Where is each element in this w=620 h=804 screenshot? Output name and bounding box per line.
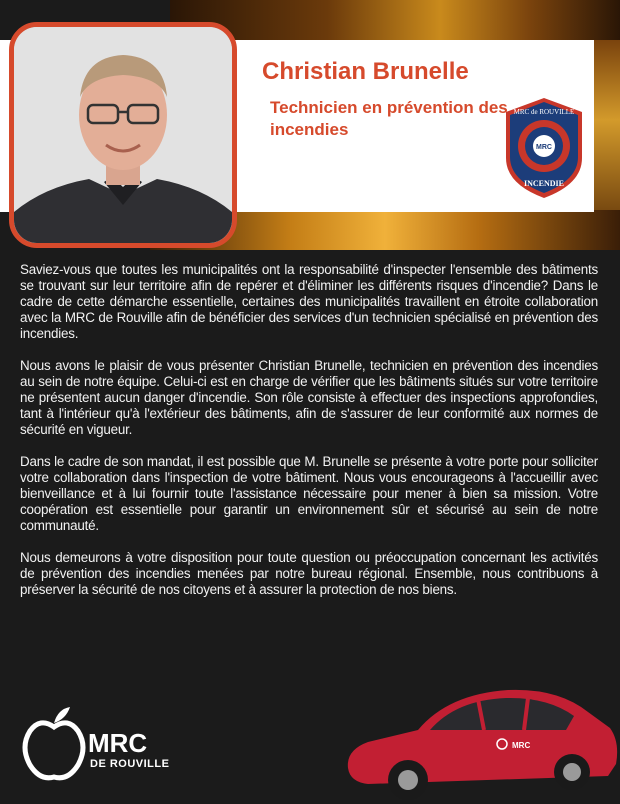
fire-department-badge-icon <box>504 96 584 200</box>
logo-main-text: MRC <box>88 728 148 758</box>
car-icon <box>338 672 620 804</box>
car-logo-text: MRC <box>512 741 531 750</box>
badge-top-text: MRC de ROUVILLE <box>513 108 575 116</box>
paragraph: Dans le cadre de son mandat, il est possible que M. Brunelle se présente à votre porte pour solliciter votre collaboration dans l'inspection de votre bâtiment. Nous vous encourageons à l'accueillir avec bienveillance et à lui fournir toute l'assistance nécessaire pour mener à bien sa mission. Votre coopération est essentielle pour garantir un environnement sûr et sécurisé au sein de notre communauté. <box>20 454 598 533</box>
paragraph: Nous avons le plaisir de vous présenter Christian Brunelle, technicien en prévention des incendies au sein de notre équipe. Celui-ci est en charge de vérifier que les bâtiments situés sur votre territoire ne présentent aucun danger d'incendie. Son rôle consiste à effectuer des inspections approfondies, tant à l'intérieur qu'à l'extérieur des bâtiments, afin de s'assurer de leur conformité aux normes de sécurité en vigueur. <box>20 358 598 437</box>
person-title: Technicien en prévention des incendies <box>270 98 508 139</box>
person-name: Christian Brunelle <box>262 58 469 85</box>
fire-background-top <box>170 0 620 40</box>
body-text <box>20 262 598 614</box>
badge-bottom-text: INCENDIE <box>523 179 565 188</box>
portrait-icon <box>14 27 232 243</box>
paragraph: Nous demeurons à votre disposition pour toute question ou préoccupation concernant les activités de prévention des incendies menées par notre bureau régional. Ensemble, nous contribuons à préserver la sécurité de nos citoyens et à assurer la protection de nos biens. <box>20 550 598 597</box>
portrait-photo <box>9 22 237 248</box>
badge-center-text: MRC <box>536 144 552 151</box>
logo-sub-text: DE ROUVILLE <box>90 758 170 770</box>
paragraph: Saviez-vous que toutes les municipalités ont la responsabilité d'inspecter l'ensemble des bâtiments se trouvant sur leur territoire afin de repérer et d'éliminer les différents risques d'incendie? Dans le cadre de cette démarche essentielle, certaines des municipalités travaillent en étroite collaboration avec la MRC de Rouville afin de bénéficier des services d'un technicien spécialisé en prévention des incendies. <box>20 262 598 341</box>
